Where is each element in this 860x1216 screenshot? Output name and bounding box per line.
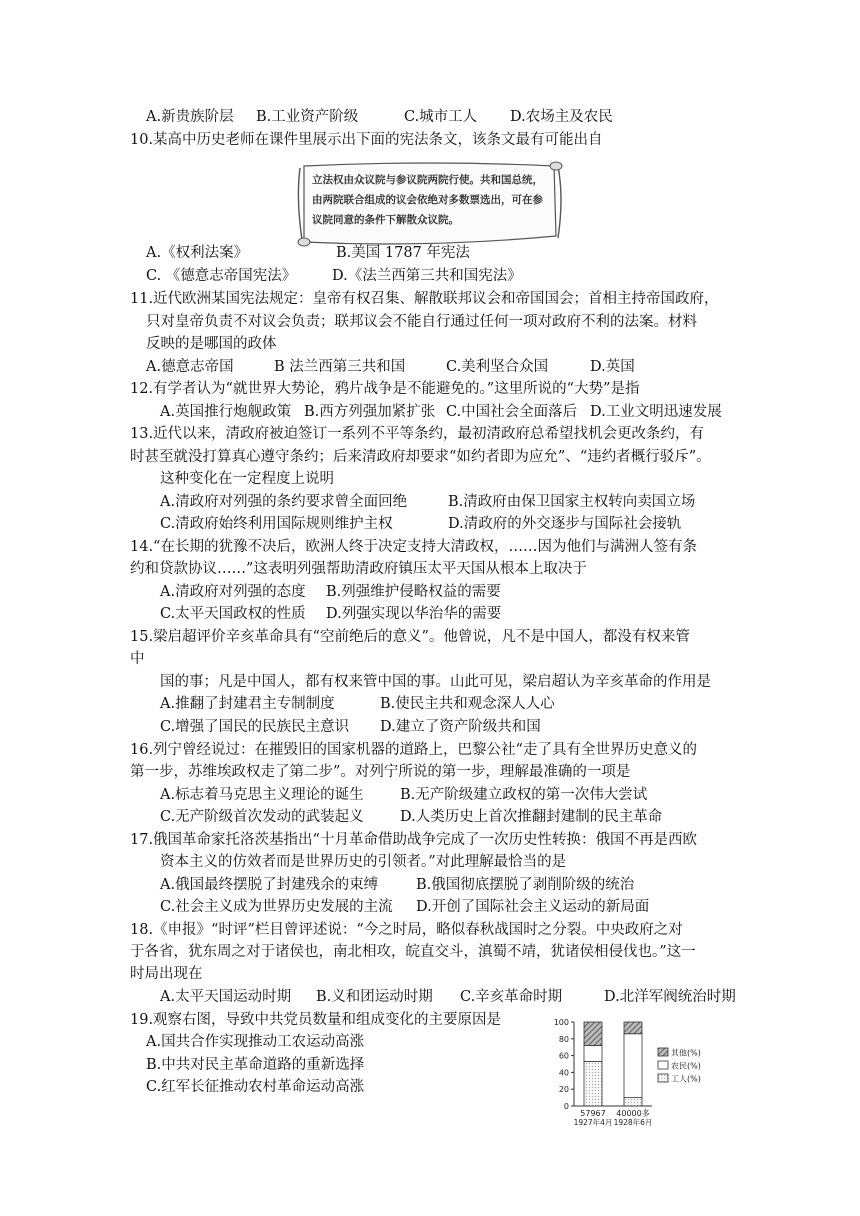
q19-option-a: A.国共合作实现推动工农运动高涨 <box>146 1034 365 1050</box>
q12-option-d: D.工业文明迅速发展 <box>590 404 722 420</box>
q11-line-1: 11.近代欧洲某国宪法规定：皇帝有权召集、解散联邦议会和帝国国会；首相主持帝国政府， <box>130 291 719 307</box>
q18-option-b: B.义和团运动时期 <box>316 989 433 1005</box>
q11-line-3: 反映的是哪国的政体 <box>146 336 277 352</box>
q14-option-d: D.列强实现以华治华的需要 <box>326 606 502 622</box>
q16-line-2: 第一步，苏维埃政权走了第二步”。对列宁所说的第一步，理解最准确的一项是 <box>130 764 631 780</box>
q15-option-b: B.使民主共和观念深人人心 <box>380 696 555 712</box>
q12-option-c: C.中国社会全面落后 <box>446 404 578 420</box>
q19-stem: 19.观察右图，导致中共党员数量和组成变化的主要原因是 <box>130 1012 502 1028</box>
q9-option-a: A.新贵族阶层 <box>146 109 234 125</box>
bar-segment <box>624 1098 642 1106</box>
q19-option-c: C.红军长征推动农村革命运动高涨 <box>146 1079 365 1095</box>
q16-options-row1 <box>160 785 647 805</box>
legend-swatch <box>658 1061 668 1069</box>
q17-options-row1 <box>160 875 634 895</box>
q10-stem: 10.某高中历史老师在课件里展示出下面的宪法条文，该条文最有可能出自 <box>130 132 603 148</box>
q13-option-c: C.清政府始终利用国际规则维护主权 <box>160 516 393 532</box>
q14-line-2: 约和贷款协议……”这表明列强帮助清政府镇压太平天国从根本上取决于 <box>130 561 587 577</box>
q15-options-row1 <box>160 694 555 714</box>
q14-options-row1 <box>160 582 501 602</box>
bar-segment <box>584 1022 602 1046</box>
bar-segment <box>624 1022 642 1034</box>
q9-option-b: B.工业资产阶级 <box>256 109 359 125</box>
y-tick-label: 80 <box>558 1034 569 1044</box>
q18-option-c: C.辛亥革命时期 <box>460 989 563 1005</box>
y-tick-label: 0 <box>563 1102 569 1111</box>
category-label: 1927年4月 <box>573 1118 613 1127</box>
q11-option-d: D.英国 <box>590 359 635 375</box>
q11-options <box>146 357 635 377</box>
q15-line-2: 中 <box>130 651 145 667</box>
q11-option-a: A.德意志帝国 <box>146 359 234 375</box>
q13-option-b: B.清政府由保卫国家主权转向卖国立场 <box>448 494 696 510</box>
q16-option-a: A.标志着马克思主义理论的诞生 <box>160 787 364 803</box>
y-tick-label: 20 <box>558 1085 569 1095</box>
q10-options-row1 <box>146 243 470 263</box>
q14-options-row2 <box>160 604 501 624</box>
q18-line-1: 18.《申报》“时评”栏目曾评述说：“今之时局，略似春秋战国时之分裂。中央政府之对 <box>130 922 683 938</box>
q12-option-b: B.西方列强加紧扩张 <box>304 404 436 420</box>
q10-option-c: C. 《德意志帝国宪法》 <box>146 268 297 284</box>
q15-option-a: A.推翻了封建君主专制制度 <box>160 696 335 712</box>
q11-option-c: C.美利坚合众国 <box>446 359 549 375</box>
q9-option-c: C.城市工人 <box>404 109 478 125</box>
q16-option-b: B.无产阶级建立政权的第一次伟大尝试 <box>400 787 648 803</box>
q14-option-c: C.太平天国政权的性质 <box>160 606 306 622</box>
q13-option-a: A.清政府对列强的条约要求曾全面回绝 <box>160 494 408 510</box>
q17-options-row2 <box>160 897 649 917</box>
q18-line-3: 时局出现在 <box>130 966 203 982</box>
category-count-label: 40000多 <box>616 1109 650 1118</box>
q13-options-row1 <box>160 492 695 512</box>
q17-line-1: 17.俄国革命家托洛茨基指出“十月革命借助战争完成了一次历史性转换：俄国不再是西欧 <box>130 832 697 848</box>
q13-option-d: D.清政府的外交逐步与国际社会接轨 <box>448 516 682 532</box>
q15-line-1: 15.梁启超评价辛亥革命具有“空前绝后的意义”。他曾说，凡不是中国人，都没有权来管 <box>130 629 690 645</box>
q17-option-a: A.俄国最终摆脱了封建残余的束缚 <box>160 877 379 893</box>
category-count-label: 57967 <box>580 1109 606 1118</box>
legend-swatch <box>658 1074 668 1082</box>
q10-option-d: D.《法兰西第三共和国宪法》 <box>332 268 522 284</box>
q10-option-b: B.美国 1787 年宪法 <box>336 245 470 261</box>
q16-line-1: 16.列宁曾经说过：在摧毁旧的国家机器的道路上，巴黎公社“走了具有全世界历史意义的 <box>130 742 697 758</box>
q16-option-c: C.无产阶级首次发动的武装起义 <box>160 809 364 825</box>
q12-options <box>160 402 722 422</box>
bar-segment <box>584 1046 602 1062</box>
q17-option-c: C.社会主义成为世界历史发展的主流 <box>160 899 393 915</box>
q10-options-row2 <box>146 266 522 286</box>
q18-option-d: D.北洋军阀统治时期 <box>604 989 736 1005</box>
q18-line-2: 于各省，犹东周之对于诸侯也，南北相攻，皖直交斗，滇蜀不靖，犹诸侯相侵伐也。”这一 <box>130 944 696 960</box>
legend-label: 工人(%) <box>671 1074 701 1084</box>
q9-options <box>146 107 613 127</box>
y-tick-label: 60 <box>558 1051 569 1061</box>
q15-option-d: D.建立了资产阶级共和国 <box>380 719 541 735</box>
constitution-scroll <box>294 158 564 250</box>
q13-line-2: 时甚至就没打算真心遵守条约；后来清政府却要求“如约者即为应允”、“违约者概行驳斥”。 <box>130 449 711 465</box>
q13-line-3: 这种变化在一定程度上说明 <box>160 471 334 487</box>
category-label: 1928年6月 <box>613 1118 653 1127</box>
q17-option-b: B.俄国彻底摆脱了剥削阶级的统治 <box>416 877 635 893</box>
bar-segment <box>584 1061 602 1106</box>
q12-option-a: A.英国推行炮舰政策 <box>160 404 292 420</box>
q17-option-d: D.开创了国际社会主义运动的新局面 <box>416 899 650 915</box>
q14-line-1: 14.“在长期的犹豫不决后，欧洲人终于决定支持大清政权，……因为他们与满洲人签有条 <box>130 539 697 555</box>
q13-options-row2 <box>160 514 681 534</box>
q16-option-d: D.人类历史上首次推翻封建制的民主革命 <box>400 809 663 825</box>
q15-options-row2 <box>160 717 541 737</box>
q15-option-c: C.增强了国民的民族民主意识 <box>160 719 350 735</box>
party-members-chart <box>540 1014 740 1134</box>
q16-options-row2 <box>160 807 662 827</box>
chart-svg <box>540 1014 740 1134</box>
q19-option-b: B.中共对民主革命道路的重新选择 <box>146 1057 365 1073</box>
legend-swatch <box>658 1048 668 1056</box>
bar-segment <box>624 1034 642 1098</box>
constitution-text: 立法权由众议院与参议院两院行使。共和国总统，由两院联合组成的议会依绝对多数票选出，可在参议院同意的条件下解散众议院。 <box>312 174 543 226</box>
q10-option-a: A.《权利法案》 <box>146 245 249 261</box>
q14-option-b: B.列强维护侵略权益的需要 <box>326 584 501 600</box>
q11-line-2: 只对皇帝负责不对议会负责；联邦议会不能自行通过任何一项对政府不利的法案。材料 <box>146 314 697 330</box>
q14-option-a: A.清政府对列强的态度 <box>160 584 306 600</box>
q15-line-3: 国的事；凡是中国人，都有权来管中国的事。山此可见，梁启超认为辛亥革命的作用是 <box>160 674 711 690</box>
q9-option-d: D.农场主及农民 <box>510 109 613 125</box>
q17-line-2: 资本主义的仿效者而是世界历史的引领者。”对此理解最恰当的是 <box>160 854 567 870</box>
legend-label: 其他(%) <box>671 1048 701 1058</box>
legend-label: 农民(%) <box>671 1061 701 1071</box>
q11-option-b: B 法兰西第三共和国 <box>274 359 406 375</box>
q13-line-1: 13.近代以来，清政府被迫签订一系列不平等条约，最初清政府总希望找机会更改条约，有 <box>130 426 705 442</box>
q12-stem: 12.有学者认为“就世界大势论，鸦片战争是不能避免的。”这里所说的“大势”是指 <box>130 381 640 397</box>
q18-option-a: A.太平天国运动时期 <box>160 989 292 1005</box>
y-tick-label: 40 <box>558 1068 569 1078</box>
y-tick-label: 100 <box>553 1018 569 1027</box>
q18-options <box>160 987 736 1007</box>
